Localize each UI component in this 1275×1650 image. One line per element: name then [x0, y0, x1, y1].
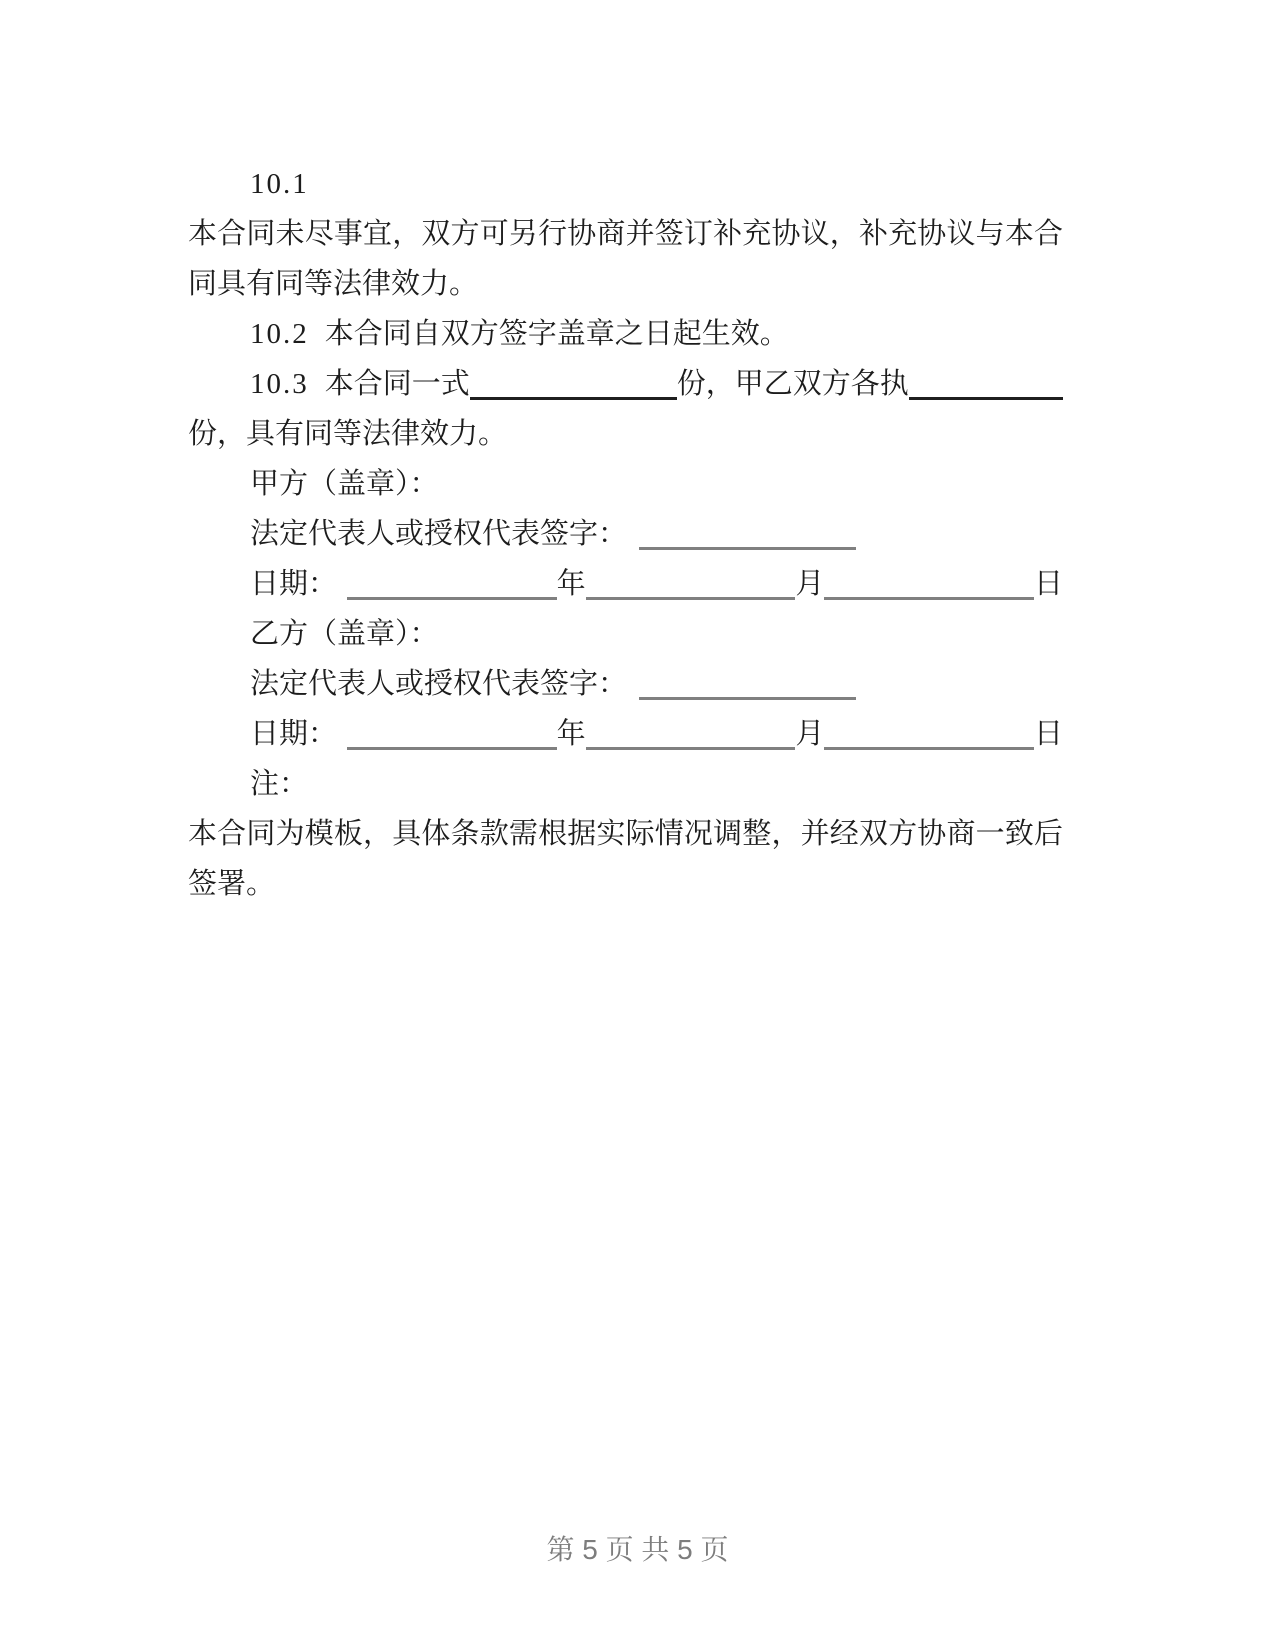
note-body-line1: 本合同为模板，具体条款需根据实际情况调整，并经双方协商一致后	[188, 818, 1063, 850]
note-body-line2: 签署。	[188, 868, 276, 900]
blank-field-total-copies	[470, 397, 677, 400]
party-b-month-blank	[586, 747, 796, 750]
month-label: 月	[795, 718, 825, 750]
clause-10-3-line	[188, 359, 1063, 409]
clause-10-2-line	[188, 309, 1063, 359]
clause-number: 10.3	[250, 368, 309, 400]
year-label: 年	[556, 718, 586, 750]
party-a-signature-blank	[639, 547, 856, 550]
clause-number: 10.2	[250, 318, 309, 350]
clause-number: 10.1	[250, 168, 309, 200]
blank-field-copies-per-party	[909, 397, 1063, 400]
party-a-date-line	[188, 559, 1063, 609]
clause-10-3-continuation: 份，具有同等法律效力。	[188, 418, 508, 450]
party-b-date-line	[188, 709, 1063, 759]
party-b-day-blank	[824, 747, 1034, 750]
party-b-signature-line	[188, 659, 1063, 709]
year-label: 年	[556, 568, 586, 600]
clause-10-1-number-line	[188, 159, 1063, 209]
clause-10-1-body-line1: 本合同未尽事宜，双方可另行协商并签订补充协议，补充协议与本合	[188, 218, 1063, 250]
party-a-year-blank	[347, 597, 557, 600]
clause-10-2-text: 本合同自双方签字盖章之日起生效。	[324, 318, 789, 350]
party-a-date-label: 日期：	[250, 568, 338, 600]
page-number-footer: 第 5 页 共 5 页	[546, 1534, 729, 1565]
month-label: 月	[795, 568, 825, 600]
day-label: 日	[1033, 718, 1063, 750]
party-a-seal-line: 甲方（盖章）：	[250, 468, 439, 500]
party-a-month-blank	[586, 597, 796, 600]
contract-body	[188, 159, 1063, 909]
party-a-signature-label: 法定代表人或授权代表签字：	[250, 518, 628, 550]
clause-10-3-text-between-blanks: 份，甲乙双方各执	[676, 368, 909, 400]
party-b-date-label: 日期：	[250, 718, 338, 750]
clause-10-1-body-line2: 同具有同等法律效力。	[188, 268, 479, 300]
party-a-day-blank	[824, 597, 1034, 600]
party-b-signature-blank	[639, 697, 856, 700]
day-label: 日	[1033, 568, 1063, 600]
party-b-signature-label: 法定代表人或授权代表签字：	[250, 668, 628, 700]
note-label: 注：	[250, 768, 309, 800]
party-b-seal-line: 乙方（盖章）：	[250, 618, 439, 650]
party-b-year-blank	[347, 747, 557, 750]
clause-10-3-text-before-blank: 本合同一式	[324, 368, 470, 400]
party-a-signature-line	[188, 509, 1063, 559]
